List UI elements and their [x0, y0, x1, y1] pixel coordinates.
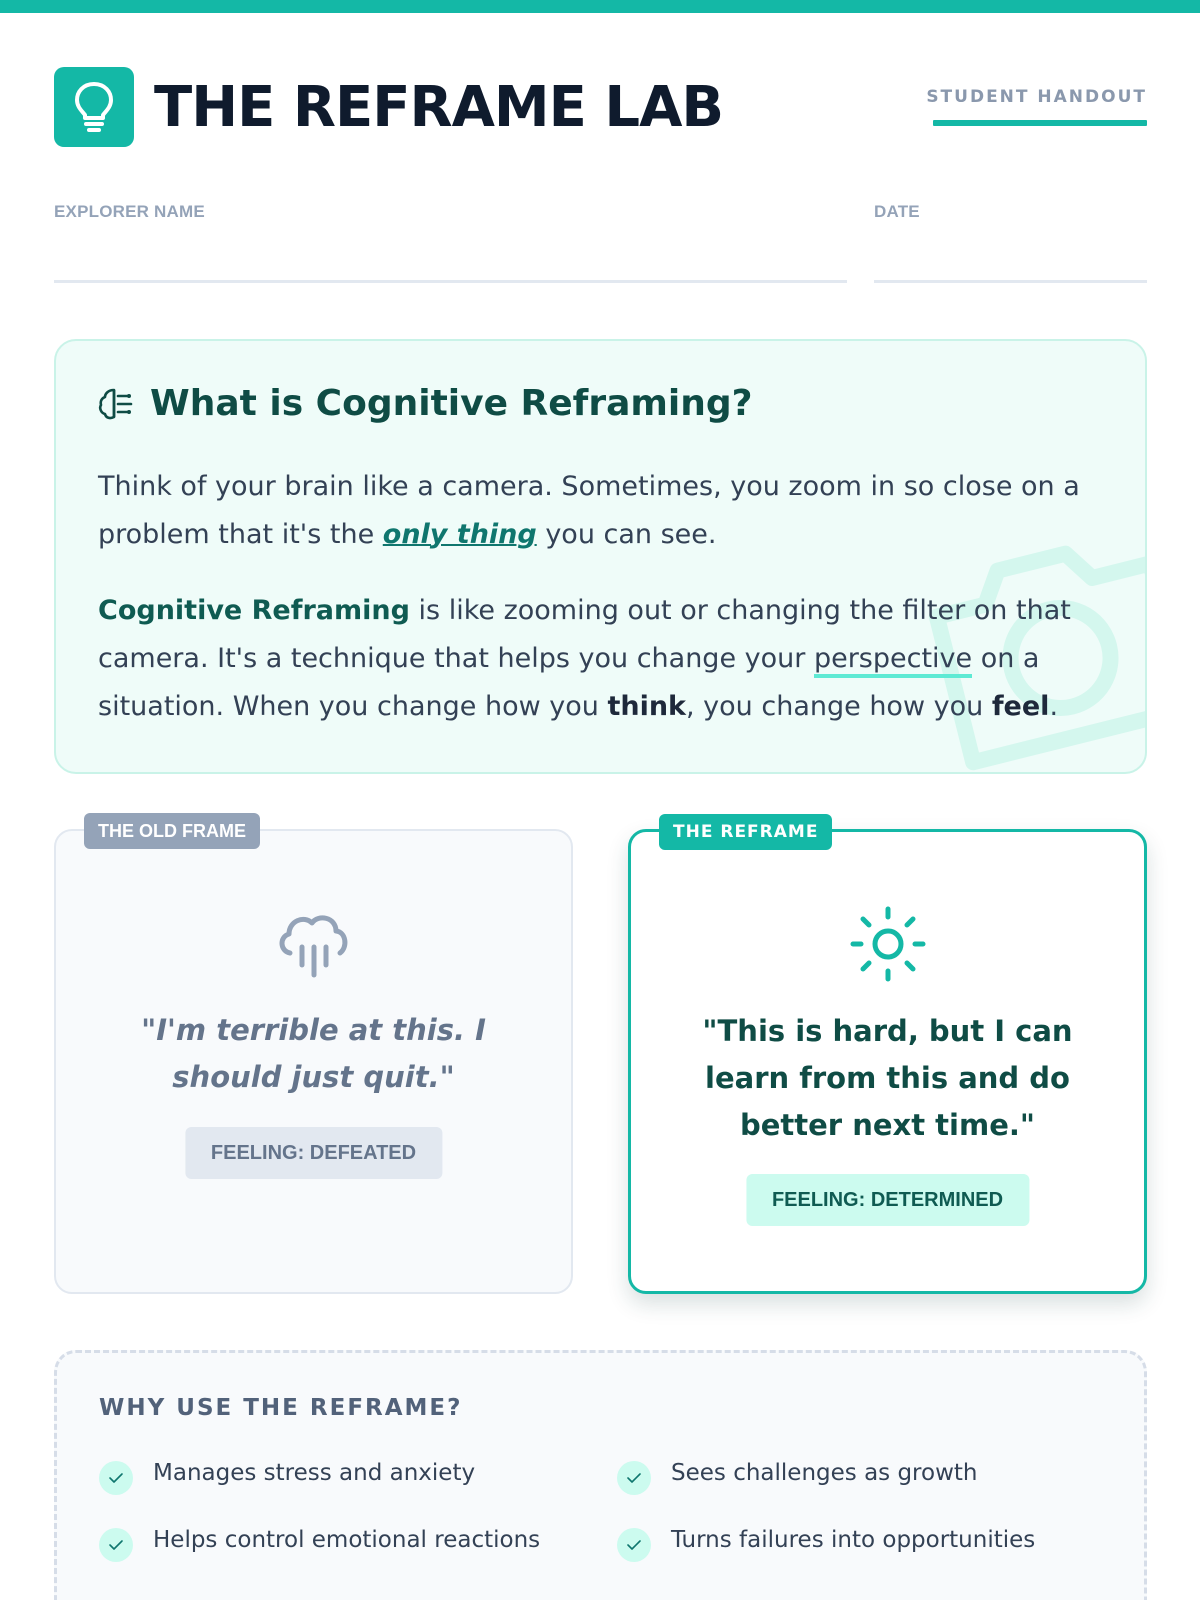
brain-icon	[98, 385, 136, 423]
info-paragraph-1	[98, 463, 1108, 559]
reframe-card	[628, 822, 1147, 1294]
explorer-name-line[interactable]	[54, 280, 847, 283]
check-icon	[99, 1461, 133, 1495]
feeling-defeated-badge: FEELING: DEFEATED	[185, 1127, 442, 1179]
handout-badge	[926, 87, 1147, 107]
benefits-title: WHY USE THE REFRAME?	[99, 1395, 463, 1421]
info-p1-end: you can see.	[536, 519, 717, 550]
benefit-label: Turns failures into opportunities	[671, 1527, 1036, 1553]
top-accent-bar	[0, 0, 1200, 13]
info-card	[54, 339, 1147, 774]
term-cognitive-reframing: Cognitive Reframing	[98, 595, 410, 626]
page-title: THE REFRAME LAB	[154, 75, 724, 140]
date-field[interactable]	[874, 202, 1147, 222]
check-icon	[99, 1528, 133, 1562]
word-think: think	[607, 691, 687, 722]
benefits-box	[54, 1350, 1147, 1600]
feeling-determined-badge: FEELING: DETERMINED	[746, 1174, 1029, 1226]
reframe-tag: THE REFRAME	[659, 814, 832, 850]
info-heading	[98, 383, 753, 424]
page-header	[54, 67, 1147, 147]
rain-cloud-icon	[274, 903, 354, 983]
date-label: DATE	[874, 202, 920, 221]
word-feel: feel	[991, 691, 1050, 722]
reframe-quote: "This is hard, but I can learn from this and do better next time."	[702, 1014, 1073, 1142]
benefit-label: Sees challenges as growth	[671, 1460, 978, 1486]
old-frame-tag: THE OLD FRAME	[84, 813, 260, 849]
check-icon	[617, 1528, 651, 1562]
info-title: What is Cognitive Reframing?	[150, 383, 753, 424]
lightbulb-icon	[72, 80, 116, 134]
date-line[interactable]	[874, 280, 1147, 283]
info-paragraph-2	[98, 587, 1108, 731]
emphasis-only-thing: only thing	[382, 519, 537, 550]
old-frame-quote: "I'm terrible at this. I should just quit."	[141, 1013, 486, 1094]
explorer-name-field[interactable]	[54, 202, 847, 222]
benefit-label: Helps control emotional reactions	[153, 1527, 541, 1553]
old-frame-card	[54, 821, 573, 1294]
sun-icon	[848, 904, 928, 984]
benefit-item	[617, 1451, 977, 1495]
info-p2-text-b: on a situation. When you change how you	[98, 643, 1040, 722]
handout-underline	[933, 120, 1147, 126]
info-p2-end: .	[1049, 691, 1059, 722]
handout-label: STUDENT HANDOUT	[926, 87, 1147, 107]
benefit-item	[99, 1518, 540, 1562]
info-p1-text: Think of your brain like a camera. Sometimes, you zoom in so close on a problem that it's the	[98, 471, 1080, 550]
benefit-item	[617, 1518, 1035, 1562]
benefit-label: Manages stress and anxiety	[153, 1460, 476, 1486]
info-p2-text-a: is like zooming out or changing the filter on that camera. It's a technique that helps you change your	[98, 595, 1071, 674]
info-p2-text-c: , you change how you	[686, 691, 992, 722]
highlight-perspective: perspective	[814, 643, 972, 678]
benefit-item	[99, 1451, 475, 1495]
check-icon	[617, 1461, 651, 1495]
explorer-name-label: EXPLORER NAME	[54, 202, 205, 221]
logo	[54, 67, 134, 147]
